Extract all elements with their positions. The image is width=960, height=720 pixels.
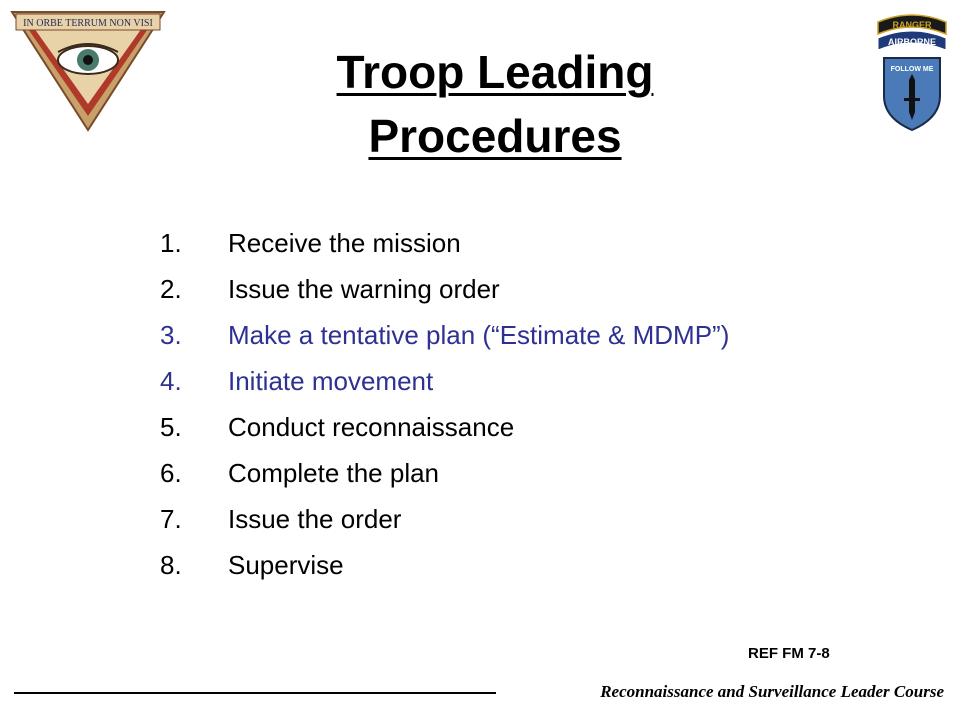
step-text: Receive the mission [228, 227, 461, 258]
step-number: 6. [160, 457, 182, 488]
title-line-1: Troop Leading [336, 46, 654, 98]
footer-divider [14, 692, 496, 694]
list-item-highlighted [160, 358, 880, 404]
step-number: 4. [160, 365, 182, 396]
step-number: 3. [160, 319, 182, 350]
step-text: Conduct reconnaissance [228, 411, 515, 442]
bayonet-shield-icon [872, 8, 952, 132]
step-text: Complete the plan [228, 457, 440, 488]
list-item [160, 404, 880, 450]
list-item [160, 266, 880, 312]
svg-text:FOLLOW ME: FOLLOW ME [890, 66, 934, 73]
svg-text:IN ORBE TERRUM NON VISI: IN ORBE TERRUM NON VISI [23, 18, 153, 29]
step-number: 7. [160, 503, 182, 534]
title-line-2: Procedures [368, 110, 622, 162]
eye-triangle-icon [8, 6, 168, 132]
step-number: 2. [160, 273, 182, 304]
step-text: Make a tentative plan (“Estimate & MDMP”) [228, 319, 730, 350]
list-item-highlighted [160, 312, 880, 358]
footer-course-name: Reconnaissance and Surveillance Leader Course [600, 682, 944, 701]
svg-text:RANGER: RANGER [892, 20, 932, 30]
step-text: Issue the warning order [228, 273, 500, 304]
list-item [160, 450, 880, 496]
step-text: Issue the order [228, 503, 402, 534]
list-item [160, 220, 880, 266]
page-title [150, 40, 840, 168]
reference-note: REF FM 7-8 [748, 645, 830, 662]
step-text: Initiate movement [228, 365, 434, 396]
step-text: Supervise [228, 549, 344, 580]
step-number: 8. [160, 549, 182, 580]
list-item [160, 542, 880, 588]
svg-text:AIRBORNE: AIRBORNE [887, 37, 937, 47]
step-number: 5. [160, 411, 182, 442]
procedure-list [160, 220, 880, 588]
list-item [160, 496, 880, 542]
step-number: 1. [160, 227, 182, 258]
